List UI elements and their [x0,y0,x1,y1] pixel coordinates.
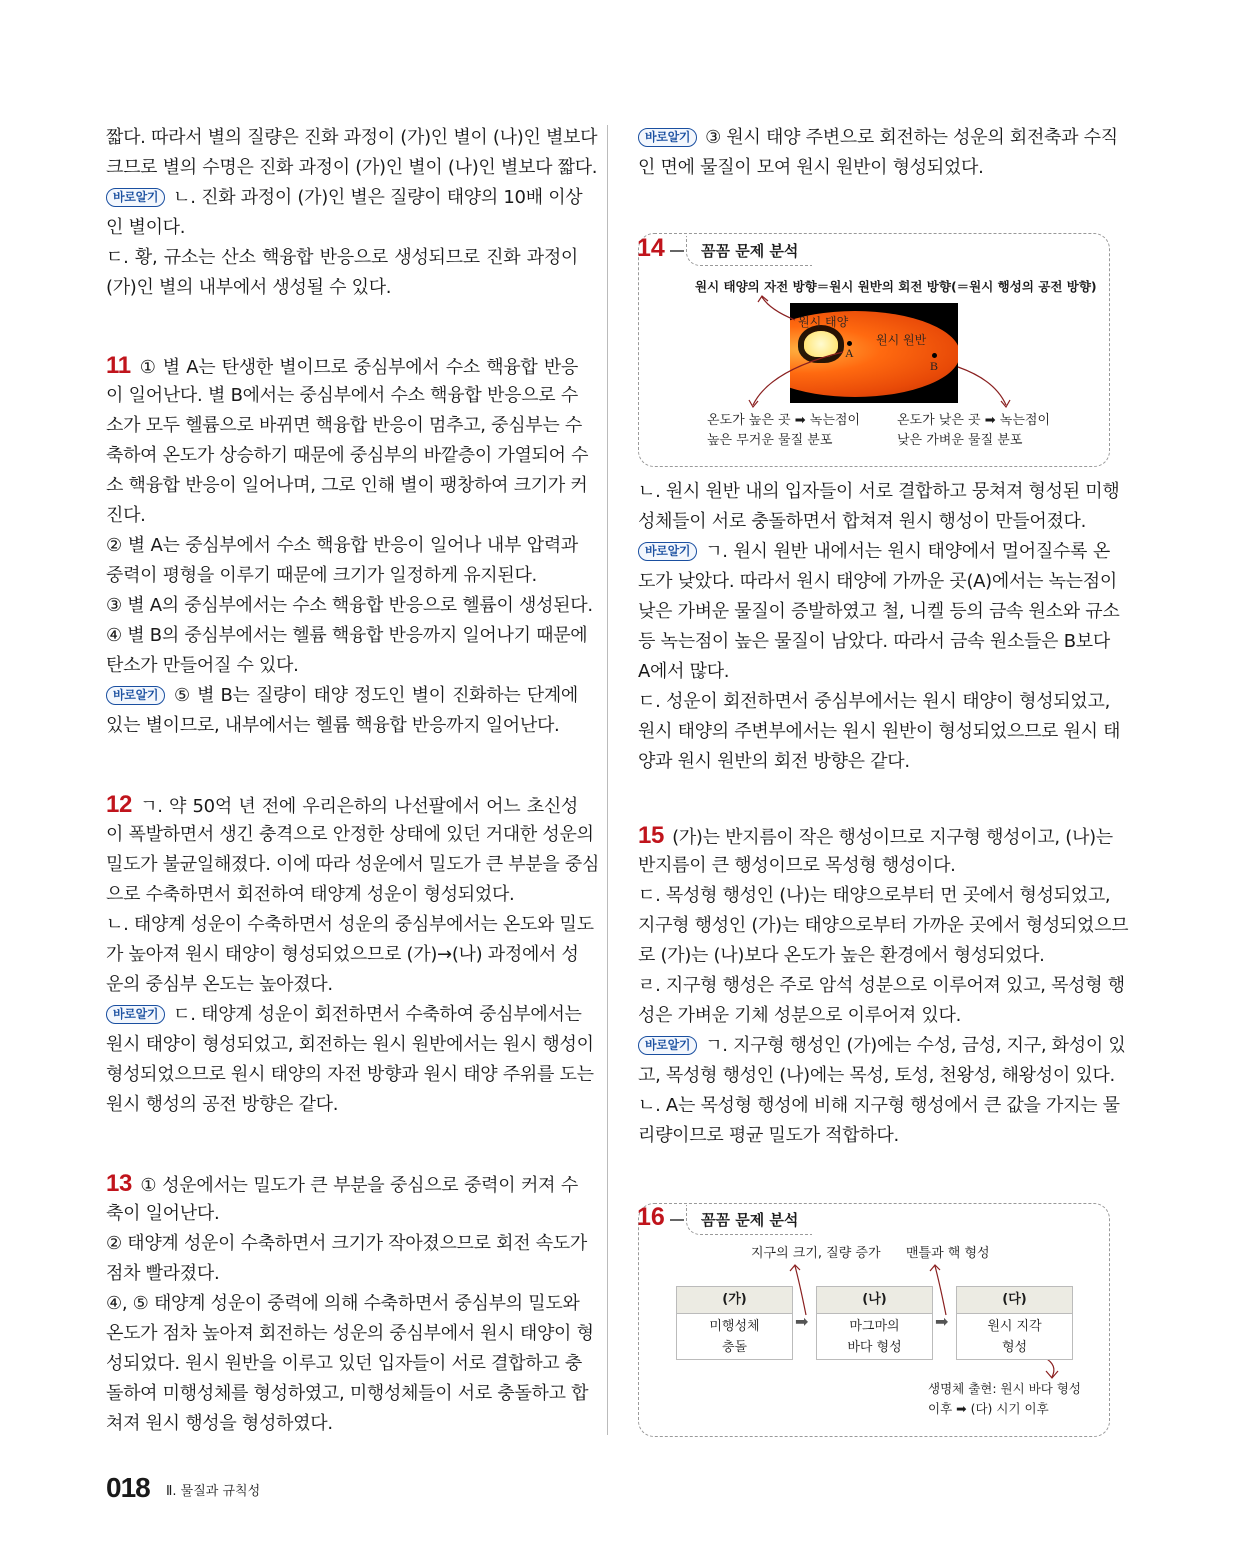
line-text: 낮은 가벼운 물질이 증발하였고 철, 니켈 등의 금속 원소와 규소 [638,601,1120,622]
stage-na: (나) 마그마의 바다 형성 [816,1286,933,1360]
line-text: 크므로 별의 수명은 진화 과정이 (가)인 별이 (나)인 별보다 짧다. [106,157,598,178]
line-text: 등 녹는점이 높은 물질이 남았다. 따라서 금속 원소들은 B보다 [638,631,1110,652]
disk-label: 원시 원반 [876,333,927,347]
line-text: 형성되었으므로 원시 태양의 자전 방향과 원시 태양 주위를 도는 [106,1064,594,1085]
line-text: 인 면에 물질이 모여 원시 원반이 형성되었다. [638,157,984,178]
line-text: ㄹ. 지구형 행성은 주로 암석 성분으로 이루어져 있고, 목성형 행 [638,975,1125,996]
line-text: ④ 별 B의 중심부에서는 헬륨 핵융합 반응까지 일어나기 때문에 [106,625,588,646]
high-temp-note: 온도가 높은 곳 ➡ 녹는점이 높은 무거운 물질 분포 [707,413,861,448]
problem-number: 16 [637,1203,665,1231]
problem-number: 13 [106,1170,133,1197]
line-text: 도가 낮았다. 따라서 원시 태양에 가까운 곳(A)에서는 녹는점이 [638,571,1117,592]
line-text: ㄱ. 원시 원반 내에서는 원시 태양에서 멀어질수록 온 [705,541,1110,562]
point-b: B [930,359,939,373]
line-text: 가 높아져 원시 태양이 형성되었으므로 (가)→(나) 과정에서 성 [106,944,579,965]
section-title: Ⅱ. 물질과 규칙성 [166,1484,261,1499]
line-text: A에서 많다. [638,661,730,682]
line-text: 성체들이 서로 충돌하면서 합쳐져 원시 행성이 만들어졌다. [638,511,1087,532]
line-text: 리량이므로 평균 밀도가 적합하다. [638,1125,899,1146]
line-text: ㄷ. 황, 규소는 산소 핵융합 반응으로 생성되므로 진화 과정이 [106,247,578,268]
line-text: ① 별 A는 탄생한 별이므로 중심부에서 수소 핵융합 반응 [138,357,578,378]
sun-label: 원시 태양 [798,315,849,329]
line-text: ㄴ. 원시 원반 내의 입자들이 서로 결합하고 뭉쳐져 형성된 미행 [638,481,1120,502]
line-text: 돌하여 미행성체를 형성하였고, 미행성체들이 서로 충돌하고 합 [106,1383,589,1404]
correction-badge: 바로알기 [106,686,165,705]
problem-number: 11 [106,352,131,379]
line-text: (가)인 별의 내부에서 생성될 수 있다. [106,277,392,298]
line-text: ㄱ. 지구형 행성인 (가)에는 수성, 금성, 지구, 화성이 있 [705,1035,1126,1056]
line-text: 원시 태양이 형성되었고, 회전하는 원시 원반에서는 원시 행성이 [106,1034,594,1055]
line-text: ㄴ. 태양계 성운이 수축하면서 성운의 중심부에서는 온도와 밀도 [106,914,594,935]
line-text: ㄷ. 태양계 성운이 회전하면서 수축하여 중심부에서는 [173,1004,582,1025]
line-text: 온도가 점차 높아져 회전하는 성운의 중심부에서 원시 태양이 형 [106,1323,594,1344]
rotation-caption: 원시 태양의 자전 방향＝원시 원반의 회전 방향(＝원시 행성의 공전 방향) [695,279,1097,294]
line-text: 있는 별이므로, 내부에서는 헬륨 핵융합 반응까지 일어난다. [106,715,560,736]
problem-number: 12 [106,791,133,818]
line-text: 축하여 온도가 상승하기 때문에 중심부의 바깥층이 가열되어 수 [106,445,589,466]
arrow-right-icon: ➡ [795,1312,809,1331]
stage-da: (다) 원시 지각 형성 [956,1286,1073,1360]
line-text: 고, 목성형 행성인 (나)에는 목성, 토성, 천왕성, 해왕성이 있다. [638,1065,1115,1086]
problem-number: 14 [637,234,665,262]
arrow-right-icon: ➡ [935,1312,949,1331]
low-temp-note: 온도가 낮은 곳 ➡ 녹는점이 낮은 가벼운 물질 분포 [897,413,1051,448]
line-text: 운의 중심부 온도는 높아졌다. [106,974,333,995]
line-text: 이 폭발하면서 생긴 충격으로 안정한 상태에 있던 거대한 성운의 [106,824,594,845]
correction-badge: 바로알기 [638,542,697,561]
note-life-emergence: 생명체 출현: 원시 바다 형성 이후 ➡ (다) 시기 이후 [928,1381,1081,1416]
line-text: ④, ⑤ 태양계 성운이 중력에 의해 수축하면서 중심부의 밀도와 [106,1293,580,1314]
page-number: 018 [106,1472,150,1503]
line-text: 원시 태양의 주변부에서는 원시 원반이 형성되었으므로 원시 태 [638,721,1121,742]
line-text: 중력이 평형을 이루기 때문에 크기가 일정하게 유지된다. [106,565,537,586]
line-text: ② 별 A는 중심부에서 수소 핵융합 반응이 일어나 내부 압력과 [106,535,578,556]
line-text: ② 태양계 성운이 수축하면서 크기가 작아졌으므로 회전 속도가 [106,1233,587,1254]
line-text: 인 별이다. [106,217,186,238]
line-text: 점차 빨라졌다. [106,1263,220,1284]
analysis-header: 꼼꼼 문제 분석 [686,1205,812,1235]
line-text: ㄷ. 목성형 행성인 (나)는 태양으로부터 먼 곳에서 형성되었고, [638,885,1111,906]
correction-badge: 바로알기 [638,128,697,147]
problem-number: 15 [638,822,665,849]
correction-badge: 바로알기 [106,1005,165,1024]
line-text: ㄴ. A는 목성형 행성에 비해 지구형 행성에서 큰 값을 가지는 물 [638,1095,1120,1116]
line-text: 성되었다. 원시 원반을 이루고 있던 입자들이 서로 결합하고 충 [106,1353,582,1374]
line-text: 원시 행성의 공전 방향은 같다. [106,1094,339,1115]
line-text: 으로 수축하면서 회전하여 태양계 성운이 형성되었다. [106,884,515,905]
line-text: ③ 원시 태양 주변으로 회전하는 성운의 회전축과 수직 [705,127,1118,148]
line-text: (가)는 반지름이 작은 행성이므로 지구형 행성이고, (나)는 [672,827,1113,848]
line-text: 쳐져 원시 행성을 형성하였다. [106,1413,333,1434]
line-text: 진다. [106,505,146,526]
note-size-mass: 지구의 크기, 질량 증가 [751,1246,881,1261]
correction-badge: 바로알기 [638,1036,697,1055]
line-text: 밀도가 불균일해졌다. 이에 따라 성운에서 밀도가 큰 부분을 중심 [106,854,600,875]
point-a: A [845,346,854,360]
line-text: 이 일어난다. 별 B에서는 중심부에서 수소 핵융합 반응으로 수 [106,385,578,406]
line-text: ㄷ. 성운이 회전하면서 중심부에서는 원시 태양이 형성되었고, [638,691,1110,712]
correction-badge: 바로알기 [106,188,165,207]
line-text: ㄴ. 진화 과정이 (가)인 별은 질량이 태양의 10배 이상 [173,187,583,208]
line-text: 축이 일어난다. [106,1203,220,1224]
line-text: ⑤ 별 B는 질량이 태양 정도인 별이 진화하는 단계에 [173,685,578,706]
note-mantle-core: 맨틀과 핵 형성 [906,1246,990,1261]
line-text: 소 핵융합 반응이 일어나며, 그로 인해 별이 팽창하여 크기가 커 [106,475,588,496]
line-text: ① 성운에서는 밀도가 큰 부분을 중심으로 중력이 커져 수 [140,1175,578,1196]
line-text: 반지름이 큰 행성이므로 목성형 행성이다. [638,855,956,876]
line-text: ㄱ. 약 50억 년 전에 우리은하의 나선팔에서 어느 초신성 [140,796,578,817]
analysis-header: 꼼꼼 문제 분석 [686,236,812,266]
line-text: 소가 모두 헬륨으로 바뀌면 핵융합 반응이 멈추고, 중심부는 수 [106,415,582,436]
line-text: 양과 원시 원반의 회전 방향은 같다. [638,751,910,772]
line-text: 짧다. 따라서 별의 질량은 진화 과정이 (가)인 별이 (나)인 별보다 [106,127,598,148]
line-text: 탄소가 만들어질 수 있다. [106,655,299,676]
line-text: 성은 가벼운 기체 성분으로 이루어져 있다. [638,1005,962,1026]
line-text: 로 (가)는 (나)보다 온도가 높은 환경에서 형성되었다. [638,945,1045,966]
stage-ga: (가) 미행성체 충돌 [676,1286,793,1360]
line-text: ③ 별 A의 중심부에서는 수소 핵융합 반응으로 헬륨이 생성된다. [106,595,593,616]
line-text: 지구형 행성인 (가)는 태양으로부터 가까운 곳에서 형성되었으므 [638,915,1129,936]
